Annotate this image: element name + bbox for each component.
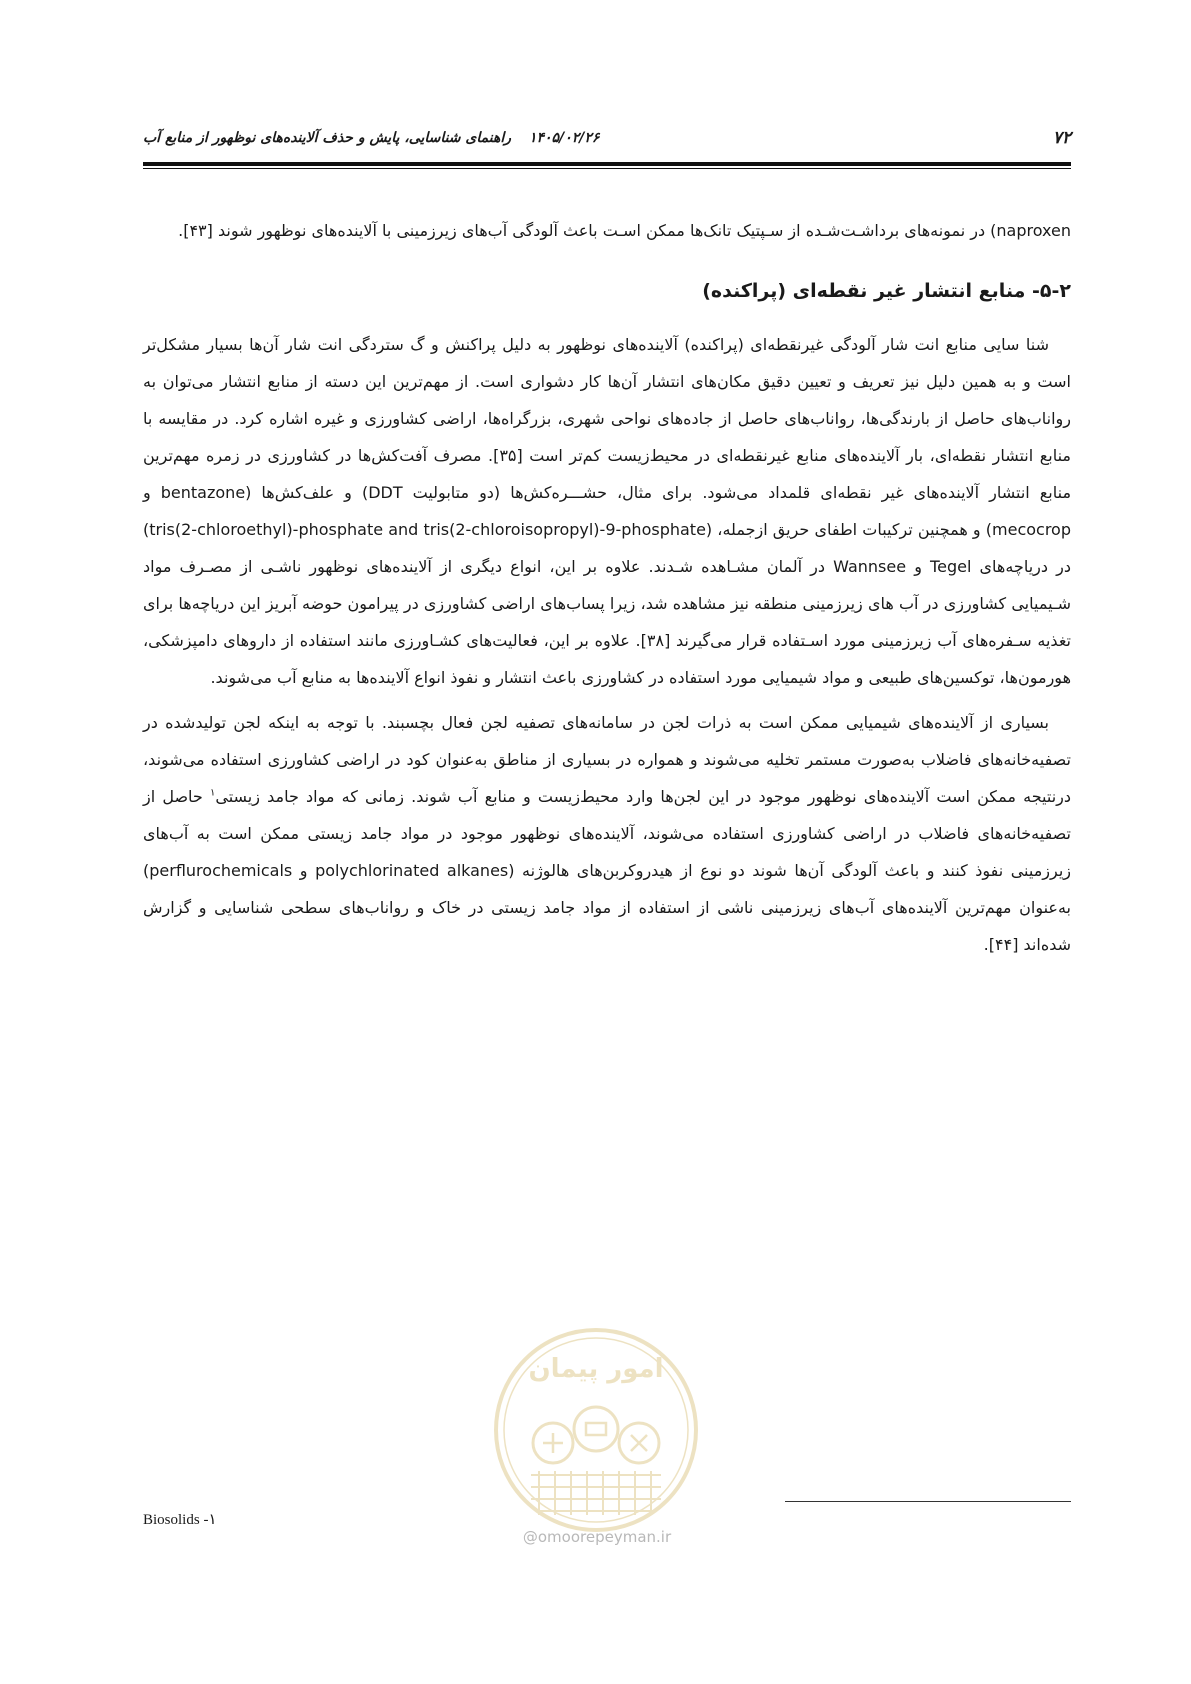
header-date: ۱۴۰۵/۰۲/۲۶: [529, 130, 600, 146]
page-header: [143, 126, 1071, 162]
paragraph-intro: naproxen) در نمونه‌های برداشـت‌شـده از سـپتیک تانک‌ها ممکن اسـت باعث آلودگی آب‌های زیرزمینی با آلاینده‌های نوظهور شوند [۴۳].: [178, 221, 1071, 240]
header-rule-thick: [143, 162, 1071, 166]
footnote: ۱- Biosolids: [143, 1512, 217, 1528]
main-content: [143, 212, 1071, 963]
publisher-logo-watermark: [491, 1325, 701, 1535]
paragraph-sludge: [143, 704, 1071, 963]
paragraph-nonpoint-sources: شنا سایی منابع انت شار آلودگی غیرنقطه‌ای (پراکنده) آلاینده‌های نوظهور به دلیل پراکنش و گ ستردگی انت شار آن‌ها بسیار مشکل‌تر است و به همین دلیل نیز تعریف و تعیین دقیق مکان‌های انتشار آن‌ها کار دشواری است. از مهم‌ترین این دسته از منابع انتشار می‌توان به رواناب‌های حاصل از بارندگی‌ها، رواناب‌های حاصل از جاده‌های نواحی شهری، بزرگراه‌ها، اراضی کشاورزی و غیره اشاره کرد. در مقایسه با منابع انتشار نقطه‌ای، بار آلاینده‌های منابع غیرنقطه‌ای در محیط‌زیست کم‌تر است [۳۵]. مصرف آفت‌کش‌ها در کشاورزی در زمره مهم‌ترین منابع انتشار آلاینده‌های غیر نقطه‌ای قلمداد می‌شود. برای مثال، حشـــره‌کش‌ها (دو متابولیت DDT) و علف‌کش‌ها (bentazone و mecocrop) و همچنین ترکیبات اطفای حریق ازجمله، (tris(2-chloroethyl)-phosphate and tris(2-chloroisopropyl)-9-phosphate) در دریاچه‌های Tegel و Wannsee در آلمان مشـاهده شـدند. علاوه بر این، انواع دیگری از آلاینده‌های نوظهور ناشـی از مصـرف مواد شـیمیایی کشاورزی در آب های زیرزمینی منطقه نیز مشاهده شد، زیرا پساب‌های اراضی کشاورزی در پیرامون حوضه آبریز این دریاچه‌ها برای تغذیه سـفره‌های آب زیرزمینی مورد اسـتفاده قرار می‌گیرند [۳۸]. علاوه بر این، فعالیت‌های کشـاورزی مانند استفاده از داروهای دامپزشکی، هورمون‌ها، توکسین‌های طبیعی و مواد شیمیایی مورد استفاده در کشاورزی باعث انتشار و نفوذ انواع آلاینده‌ها به منابع آب می‌شوند.: [143, 335, 1072, 687]
paragraph-sludge-text-b: حاصل از تصفیه‌خانه‌های فاضلاب در اراضی کشاورزی استفاده می‌شوند، آلاینده‌های نوظهور موجود در مواد جامد زیستی ممکن است به آب‌های زیرزمینی نفوذ کنند و باعث آلودگی آن‌ها شوند دو نوع از هیدروکربن‌های هالوژنه (polychlorinated alkanes و perflurochemicals) به‌عنوان مهم‌ترین آلاینده‌های آب‌های زیرزمینی ناشی از استفاده از مواد جامد زیستی در خاک و رواناب‌های سطحی شناسایی و گزارش شده‌اند [۴۴].: [143, 787, 1071, 954]
footnote-rule: [785, 1501, 1071, 1502]
paragraph-sludge-text-a: بسیاری از آلاینده‌های شیمیایی ممکن است به ذرات لجن در سامانه‌های تصفیه لجن فعال بچسبند. با توجه به اینکه لجن تولیدشده در تصفیه‌خانه‌های فاضلاب به‌صورت مستمر تخلیه می‌شوند و همواره در بسیاری از مناطق به‌عنوان کود در اراضی کشاورزی استفاده می‌شوند، درنتیجه ممکن است آلاینده‌های نوظهور موجود در این لجن‌ها وارد محیط‌زیست و منابع آب شوند. زمانی که مواد جامد زیستی: [143, 713, 1072, 806]
svg-text:امور پیمان: امور پیمان: [528, 1354, 664, 1384]
header-rule-thin: [143, 168, 1071, 169]
running-head: [143, 130, 599, 146]
section-heading: ۵-۲- منابع انتشار غیر نقطه‌ای (پراکنده): [702, 280, 1071, 302]
watermark-url: @omoorepeyman.ir: [522, 1528, 672, 1546]
footnote-marker[interactable]: ۱: [209, 787, 216, 799]
page-number: ۷۲: [1052, 128, 1071, 148]
running-title: راهنمای شناسایی، پایش و حذف آلاینده‌های نوظهور از منابع آب: [143, 130, 511, 146]
